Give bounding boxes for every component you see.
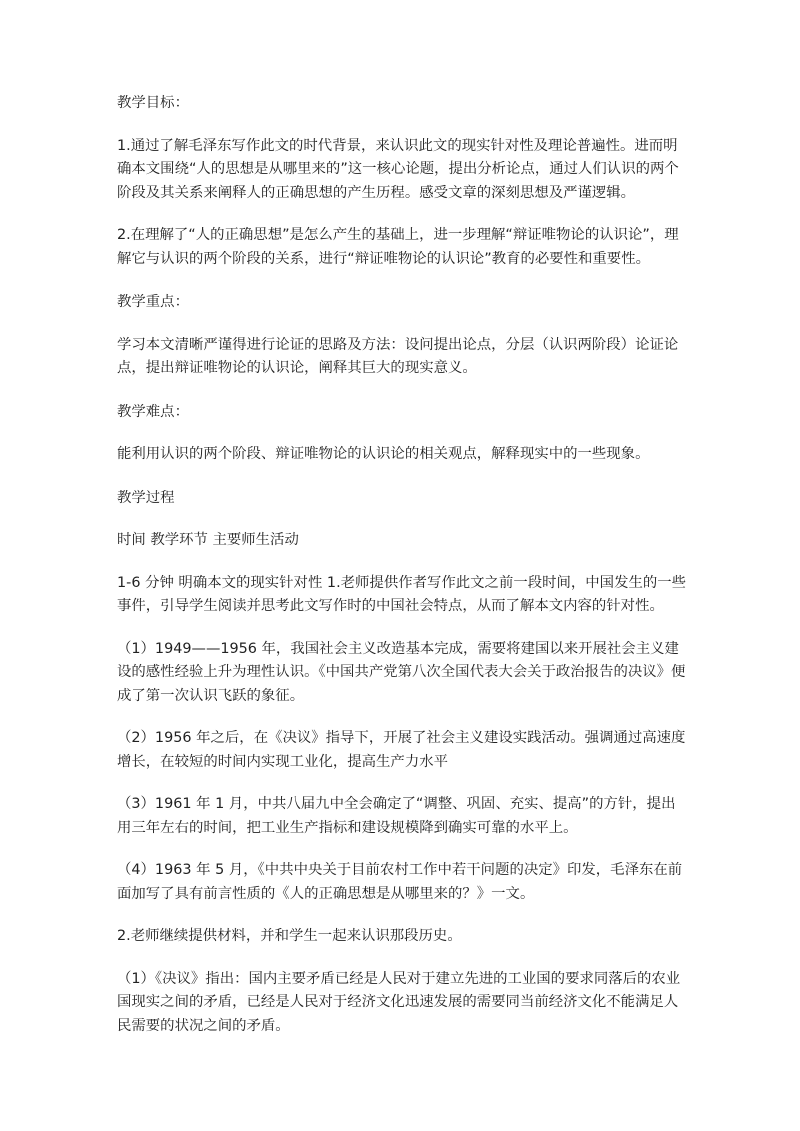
difficult-points-paragraph: 能利用认识的两个阶段、辩证唯物论的认识论的相关观点，解释现实中的一些现象。: [117, 446, 650, 462]
process-step-1: 1-6 分钟 明确本文的现实针对性 1.老师提供作者写作此文之前一段时间，中国发生的一些事件，引导学生阅读并思考此文写作时的中国社会特点，从而了解本文内容的针对性。: [117, 574, 687, 614]
heading-teaching-process: 教学过程: [117, 489, 175, 506]
list-item: （1）《决议》指出：国内主要矛盾已经是人民对于建立先进的工业国的要求同落后的农业国现实之间的矛盾，已经是人民对于经济文化迅速发展的需要同当前经济文化不能满足人民需要的状况之间的矛盾。: [117, 970, 681, 1034]
list-item: （1）1949——1956 年，我国社会主义改造基本完成，需要将建国以来开展社会主义建设的感性经验上升为理性认识。《中国共产党第八次全国代表大会关于政治报告的决议》便成了第一次认识飞跃的象征。: [117, 640, 686, 704]
document-page: [117, 92, 687, 1038]
list-item: （4）1963 年 5 月，《中共中央关于目前农村工作中若干问题的决定》印发，毛泽东在前面加写了具有前言性质的《人的正确思想是从哪里来的？》一文。: [117, 862, 683, 902]
goal-paragraph-2: 2.在理解了“人的正确思想”是怎么产生的基础上，进一步理解“辩证唯物论的认识论”，理解它与认识的两个阶段的关系，进行“辩证唯物论的认识论”教育的必要性和重要性。: [117, 227, 679, 267]
key-points-paragraph: 学习本文清晰严谨得进行论证的思路及方法：设问提出论点，分层（认识两阶段）论证论点，提出辩证唯物论的认识论，阐释其巨大的现实意义。: [117, 336, 679, 376]
process-table-header: 时间 教学环节 主要师生活动: [117, 532, 299, 548]
process-step-2: 2.老师继续提供材料，并和学生一起来认识那段历史。: [117, 928, 462, 944]
goal-paragraph-1: 1.通过了解毛泽东写作此文的时代背景，来认识此文的现实针对性及理论普遍性。进而明确本文围绕“人的思想是从哪里来的”这一核心论题，提出分析论点，通过人们认识的两个阶段及其关系来阐释人的正确思想的产生历程。感受文章的深刻思想及严谨逻辑。: [117, 137, 679, 201]
heading-key-points: 教学重点：: [117, 294, 189, 310]
heading-difficult-points: 教学难点：: [117, 403, 189, 420]
list-item: （3）1961 年 1 月，中共八届九中全会确定了“调整、巩固、充实、提高”的方针，提出用三年左右的时间，把工业生产指标和建设规模降到确实可靠的水平上。: [117, 796, 676, 836]
list-item: （2）1956 年之后，在《决议》指导下，开展了社会主义建设实践活动。强调通过高速度增长，在较短的时间内实现工业化，提高生产力水平: [117, 730, 686, 770]
heading-teaching-goals: 教学目标：: [117, 95, 189, 111]
